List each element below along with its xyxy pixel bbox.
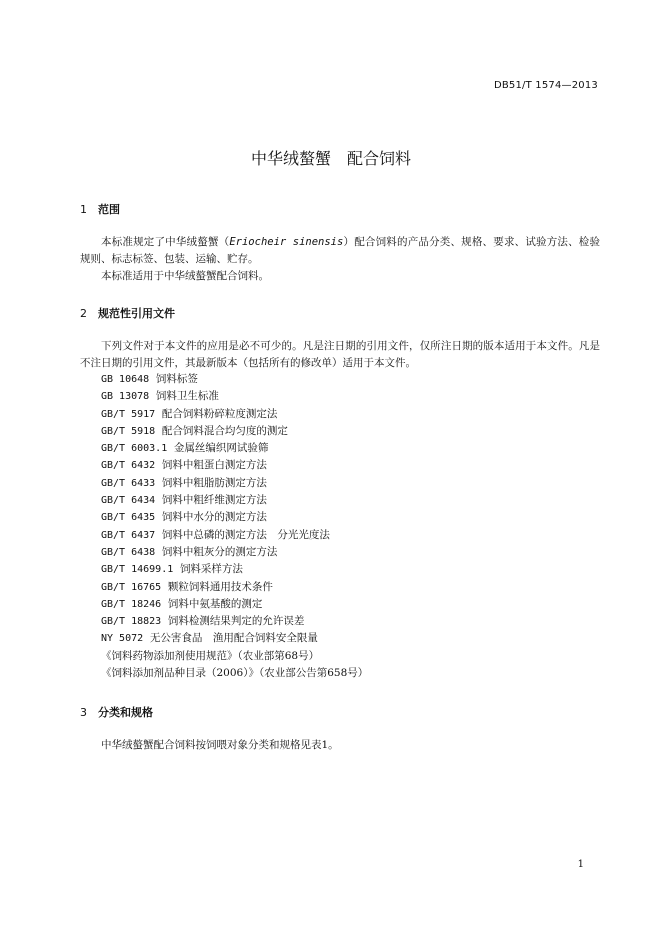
reference-item bbox=[101, 423, 368, 440]
reference-title: 饲料中粗脂肪测定方法 bbox=[161, 476, 267, 489]
reference-title: 饲料中粗蛋白测定方法 bbox=[161, 459, 267, 472]
reference-code: GB/T 6435 bbox=[101, 512, 156, 524]
section-title: 分类和规格 bbox=[98, 706, 153, 719]
reference-code: NY 5072 bbox=[101, 633, 144, 645]
reference-item bbox=[101, 371, 368, 388]
reference-item bbox=[101, 509, 368, 526]
reference-code: GB/T 14699.1 bbox=[101, 564, 174, 576]
reference-code: GB/T 6003.1 bbox=[101, 443, 168, 455]
reference-code: GB/T 18246 bbox=[101, 598, 162, 610]
scope-text-after: ）配合饲料的产品分类、规格、要求、试验方法、检验规则、标志标签、包装、运输、贮存。 bbox=[80, 236, 600, 265]
scope-paragraph-1 bbox=[80, 234, 600, 268]
section-number: 3 bbox=[80, 706, 87, 719]
reference-title: 饲料中总磷的测定方法 分光光度法 bbox=[161, 528, 330, 541]
section-1-heading bbox=[80, 201, 120, 217]
reference-code: GB/T 6433 bbox=[101, 477, 156, 489]
reference-item bbox=[101, 630, 368, 647]
reference-item bbox=[101, 561, 368, 578]
reference-item bbox=[101, 613, 368, 630]
reference-code: GB/T 6437 bbox=[101, 529, 156, 541]
reference-item bbox=[101, 596, 368, 613]
reference-item bbox=[101, 475, 368, 492]
reference-title: 饲料中粗灰分的测定方法 bbox=[161, 545, 278, 558]
scope-paragraph-2: 本标准适用于中华绒螯蟹配合饲料。 bbox=[101, 270, 269, 282]
reference-code: GB 13078 bbox=[101, 391, 150, 403]
reference-item bbox=[101, 406, 368, 423]
document-title: 中华绒螯蟹 配合饲料 bbox=[250, 149, 411, 168]
scope-text-before: 本标准规定了中华绒螯蟹（ bbox=[101, 236, 230, 248]
reference-item bbox=[101, 440, 368, 457]
reference-code: GB/T 6438 bbox=[101, 546, 156, 558]
section-title: 范围 bbox=[98, 203, 120, 216]
reference-title: 《饲料药物添加剂使用规范》（农业部第68号） bbox=[101, 649, 320, 662]
section-3-heading bbox=[80, 704, 153, 720]
reference-item bbox=[101, 648, 368, 665]
page-number: 1 bbox=[577, 859, 584, 870]
reference-item bbox=[101, 388, 368, 405]
reference-item bbox=[101, 665, 368, 682]
reference-title: 配合饲料粉碎粒度测定法 bbox=[161, 407, 278, 420]
latin-name: Eriocheir sinensis bbox=[229, 236, 344, 248]
reference-code: GB/T 6432 bbox=[101, 460, 156, 472]
reference-code: GB/T 5917 bbox=[101, 408, 156, 420]
reference-code: GB 10648 bbox=[101, 374, 150, 385]
reference-title: 饲料标签 bbox=[155, 373, 198, 385]
section-2-heading bbox=[80, 305, 175, 321]
reference-title: 饲料中氨基酸的测定 bbox=[167, 597, 263, 610]
reference-list bbox=[101, 371, 368, 682]
reference-title: 饲料中水分的测定方法 bbox=[161, 511, 267, 524]
reference-title: 饲料卫生标准 bbox=[155, 390, 219, 403]
standard-code: DB51/T 1574—2013 bbox=[493, 80, 598, 91]
reference-code: GB/T 16765 bbox=[101, 581, 162, 593]
reference-code: GB/T 6434 bbox=[101, 495, 156, 507]
reference-title: 饲料中粗纤维测定方法 bbox=[161, 494, 267, 507]
section-number: 1 bbox=[80, 203, 87, 216]
reference-code: GB/T 5918 bbox=[101, 425, 156, 437]
reference-item bbox=[101, 544, 368, 561]
reference-item bbox=[101, 492, 368, 509]
classification-paragraph: 中华绒螯蟹配合饲料按饲喂对象分类和规格见表1。 bbox=[101, 739, 339, 751]
reference-item bbox=[101, 579, 368, 596]
reference-code: GB/T 18823 bbox=[101, 616, 162, 628]
section-number: 2 bbox=[80, 307, 87, 320]
reference-item bbox=[101, 457, 368, 474]
reference-title: 颗粒饲料通用技术条件 bbox=[167, 580, 273, 593]
reference-title: 饲料检测结果判定的允许误差 bbox=[167, 615, 305, 628]
reference-title: 《饲料添加剂品种目录（2006）》（农业部公告第658号） bbox=[101, 667, 369, 680]
reference-title: 金属丝编织网试验筛 bbox=[173, 442, 269, 455]
reference-title: 无公害食品 渔用配合饲料安全限量 bbox=[149, 632, 318, 645]
section-title: 规范性引用文件 bbox=[98, 307, 175, 320]
reference-title: 配合饲料混合均匀度的测定 bbox=[161, 424, 288, 437]
normative-intro: 下列文件对于本文件的应用是必不可少的。凡是注日期的引用文件，仅所注日期的版本适用于本文件。凡是不注日期的引用文件，其最新版本（包括所有的修改单）适用于本文件。 bbox=[80, 340, 600, 369]
reference-item bbox=[101, 527, 368, 544]
reference-title: 饲料采样方法 bbox=[179, 563, 243, 576]
